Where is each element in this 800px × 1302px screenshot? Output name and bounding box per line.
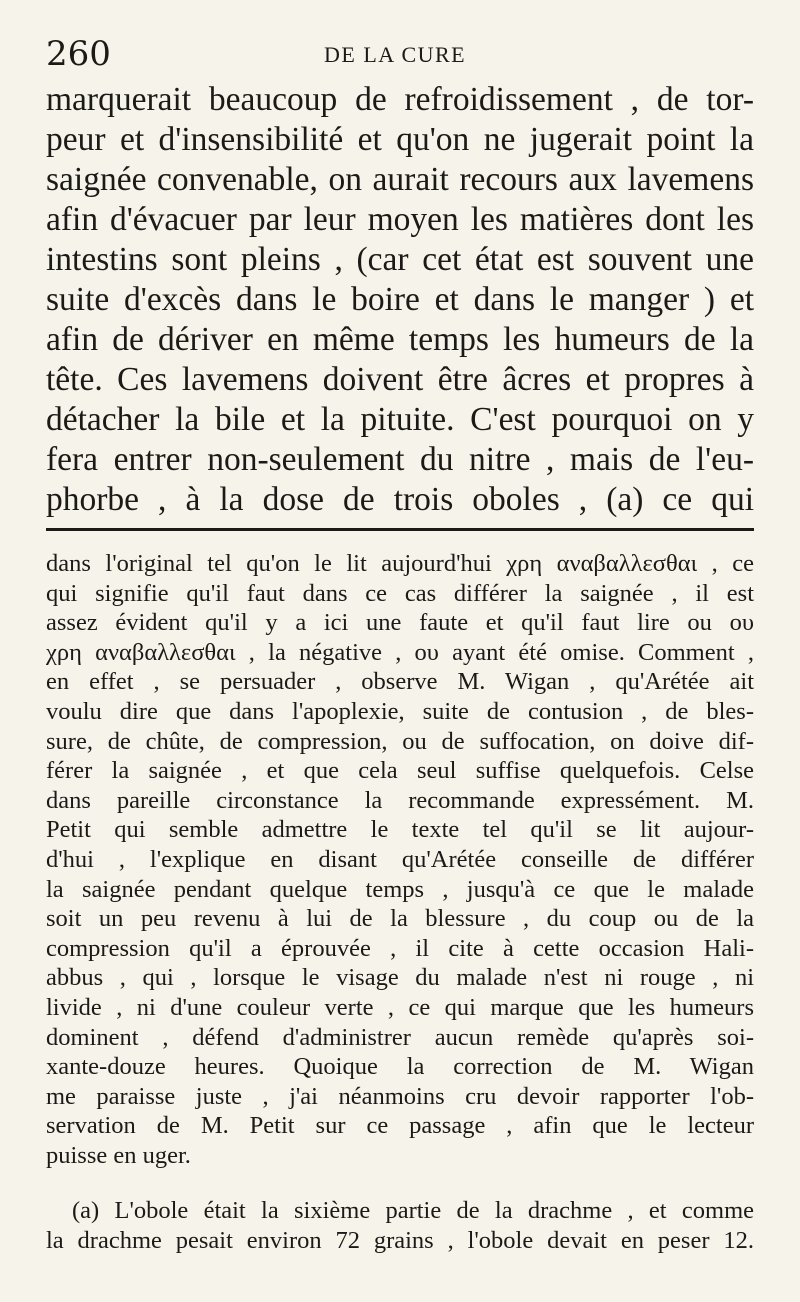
note-line: voulu dire que dans l'apoplexie, suite de contusion , de bles- [46, 697, 754, 725]
note-line: dans pareille circonstance la recommande expressément. M. [46, 786, 754, 814]
note-line: abbus , qui , lorsque le visage du malade n'est ni rouge , ni [46, 964, 754, 992]
note-line: puisse en uger. [46, 1141, 191, 1169]
note-line: χρη αναβαλλεσθαι , la négative , ου ayant été omise. Comment , [46, 638, 754, 666]
note-line: servation de M. Petit sur ce passage , afin que le lecteur [46, 1112, 754, 1140]
main-text-line: tête. Ces lavemens doivent être âcres et propres à [46, 361, 754, 398]
note-line: assez évident qu'il y a ici une faute et qu'il faut lire ou ου [46, 609, 754, 637]
main-text-line: détacher la bile et la pituite. C'est pourquoi on y [46, 401, 754, 438]
footnote-line: la drachme pesait environ 72 grains , l'obole devait en peser 12. [46, 1227, 754, 1255]
main-text-line: peur et d'insensibilité et qu'on ne jugerait point la [46, 121, 754, 158]
running-head [46, 28, 752, 80]
main-text-line: fera entrer non-seulement du nitre , mais de l'eu- [46, 441, 754, 478]
note-line: dominent , défend d'administrer aucun remède qu'après soi- [46, 1023, 754, 1051]
note-line: en effet , se persuader , observe M. Wigan , qu'Arétée ait [46, 668, 754, 696]
main-text-line: afin d'évacuer par leur moyen les matières dont les [46, 201, 754, 238]
footnote-separator-rule [46, 528, 754, 531]
note-line: soit un peu revenu à lui de la blessure , du coup ou de la [46, 905, 754, 933]
note-line: sure, de chûte, de compression, ou de suffocation, on doive dif- [46, 727, 754, 755]
running-title: DE LA CURE [324, 42, 467, 67]
note-line: férer la saignée , et que cela seul suffise quelquefois. Celse [46, 757, 754, 785]
main-text-line: saignée convenable, on aurait recours aux lavemens [46, 161, 754, 198]
page-number: 260 [46, 34, 111, 74]
note-line: d'hui , l'explique en disant qu'Arétée conseille de différer [46, 845, 754, 873]
note-line: xante-douze heures. Quoique la correction de M. Wigan [46, 1053, 754, 1081]
continued-note-block [46, 549, 754, 1170]
main-text-line: marquerait beaucoup de refroidissement , de tor- [46, 81, 754, 118]
note-line: dans l'original tel qu'on le lit aujourd'hui χρη αναβαλλεσθαι , ce [46, 550, 754, 577]
note-line: qui signifie qu'il faut dans ce cas différer la saignée , il est [46, 579, 754, 607]
note-line: livide , ni d'une couleur verte , ce qui marque que les humeurs [46, 993, 754, 1021]
note-line: me paraisse juste , j'ai néanmoins cru devoir rapporter l'ob- [46, 1082, 754, 1110]
main-text-block [46, 80, 754, 520]
footnote-a [46, 1196, 754, 1255]
note-line: Petit qui semble admettre le texte tel qu'il se lit aujour- [46, 816, 754, 844]
main-text-line: phorbe , à la dose de trois oboles , (a) ce qui [46, 481, 754, 518]
note-line: compression qu'il a éprouvée , il cite à cette occasion Hali- [46, 934, 754, 962]
main-text-line: intestins sont pleins , (car cet état est souvent une [46, 241, 754, 278]
main-text-line: afin de dériver en même temps les humeurs de la [46, 321, 754, 358]
footnote-line: (a) L'obole était la sixième partie de la drachme , et comme [72, 1197, 754, 1225]
note-line: la saignée pendant quelque temps , jusqu'à ce que le malade [46, 875, 754, 903]
main-text-line: suite d'excès dans le boire et dans le manger ) et [46, 281, 754, 318]
